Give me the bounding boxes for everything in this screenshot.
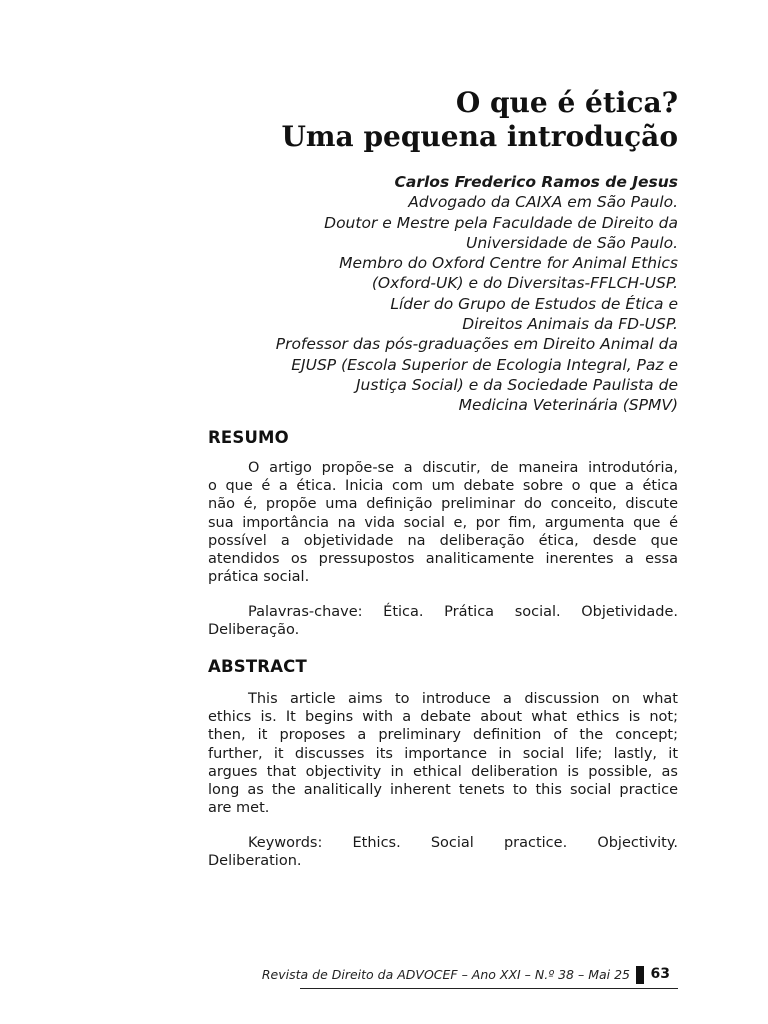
affiliation-line: Direitos Animais da FD-USP. <box>462 315 678 334</box>
affiliation-line: Advogado da CAIXA em São Paulo. <box>408 193 678 212</box>
text-line: further, it discusses its importance in social life; lastly, it <box>208 745 678 762</box>
abstract-paragraph <box>208 690 678 817</box>
affiliation-line: Medicina Veterinária (SPMV) <box>458 396 678 415</box>
affiliation-line: (Oxford-UK) e do Diversitas-FFLCH-USP. <box>371 274 678 293</box>
text-line: atendidos os pressupostos analiticamente inerentes a essa <box>208 551 678 568</box>
text-line: ethics is. It begins with a debate about what ethics is not; <box>208 709 678 726</box>
affiliation-line: Professor das pós-graduações em Direito Animal da <box>275 335 678 354</box>
text-line: Deliberação. <box>208 622 300 639</box>
affiliation-line: Doutor e Mestre pela Faculdade de Direito da <box>324 213 678 232</box>
abstract-heading: ABSTRACT <box>208 657 307 676</box>
text-line: possível a objetividade na deliberação ética, desde que <box>208 532 678 549</box>
author-name: Carlos Frederico Ramos de Jesus <box>394 173 678 191</box>
text-line: prática social. <box>208 569 310 586</box>
page-footer <box>261 964 678 989</box>
text-line: não é, propõe uma definição preliminar do conceito, discute <box>208 496 678 513</box>
text-line: Keywords: Ethics. Social practice. Objectivity. <box>248 835 678 851</box>
resumo-keywords <box>208 603 678 639</box>
footer-bar-mark <box>636 966 644 984</box>
affiliation-line: Membro do Oxford Centre for Animal Ethics <box>339 254 678 273</box>
page-number: 63 <box>650 966 670 982</box>
text-line: Deliberation. <box>208 853 302 870</box>
text-line: O artigo propõe-se a discutir, de maneira introdutória, <box>248 460 678 476</box>
affiliation-line: Líder do Grupo de Estudos de Ética e <box>390 294 678 313</box>
title-line-1: O que é ética? <box>455 86 678 119</box>
text-line: then, it proposes a preliminary definition of the concept; <box>208 727 678 744</box>
text-line: Palavras-chave: Ética. Prática social. Objetividade. <box>248 604 678 620</box>
text-line: o que é a ética. Inicia com um debate sobre o que a ética <box>208 478 678 495</box>
journal-citation: Revista de Direito da ADVOCEF – Ano XXI – N.º 38 – Mai 25 <box>261 967 630 982</box>
author-block <box>198 172 678 416</box>
text-line: argues that objectivity in ethical deliberation is possible, as <box>208 763 678 780</box>
article-title <box>198 86 678 154</box>
title-line-2: Uma pequena introdução <box>281 120 678 153</box>
resumo-paragraph <box>208 459 678 586</box>
abstract-keywords <box>208 834 678 870</box>
text-line: long as the analitically inherent tenets to this social practice <box>208 782 678 799</box>
text-line: sua importância na vida social e, por fim, argumenta que é <box>208 514 678 531</box>
text-line: are met. <box>208 800 270 817</box>
text-line: This article aims to introduce a discussion on what <box>248 691 678 707</box>
affiliation-line: Justiça Social) e da Sociedade Paulista de <box>355 375 678 394</box>
resumo-heading: RESUMO <box>208 428 289 447</box>
affiliation-line: EJUSP (Escola Superior de Ecologia Integral, Paz e <box>291 355 678 374</box>
affiliation-line: Universidade de São Paulo. <box>465 233 678 252</box>
